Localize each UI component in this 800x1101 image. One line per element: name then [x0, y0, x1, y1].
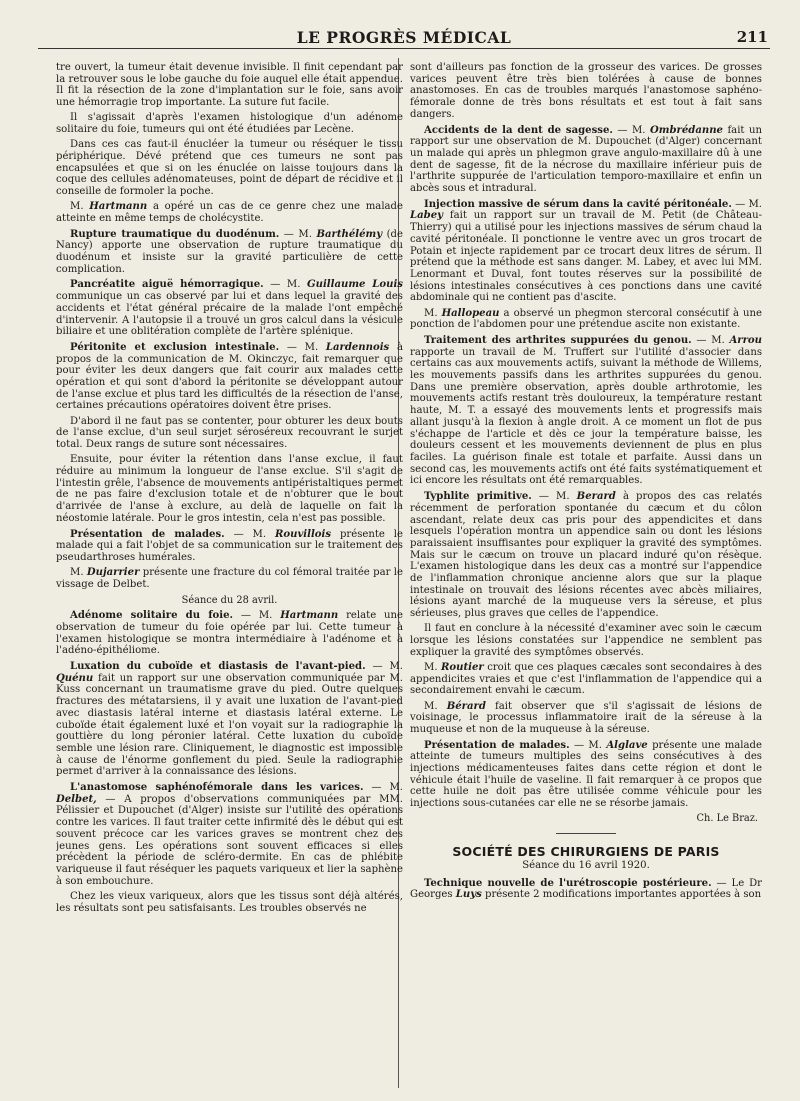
- author-name: Quénu: [56, 672, 94, 684]
- paragraph: M. Hallopeau a observé un phegmon stercoral consécutif à une ponction de l'abdomen pour une prétendue ascite non existante.: [410, 307, 762, 331]
- paragraph: Ensuite, pour éviter la rétention dans l'anse exclue, il faut réduire au minimum la longueur de l'anse exclue. S'il s'agit de l'intestin grêle, l'absence de mouvements antipéristaltiques permet de ne pas faire d'exclusion totale et de n'obturer que le bout d'arrivée de l'anse à exclure, au delà de laquelle on fait la néostomie latérale. Pour le gros intestin, cela n'est pas possible.: [56, 454, 403, 524]
- running-header: [38, 24, 770, 49]
- section-heading: Présentation de malades.: [424, 739, 570, 751]
- section-paragraph: Injection massive de sérum dans la cavité péritonéale. — M. Labey fait un rapport sur un travail de M. Petit (de Château-Thierry) qui a utilisé pour les injections massives de sérum chaud la cavité péritonéale. Il ponctionne le ventre avec un gros trocart de Potain et injecte rapidement par ce trocart deux litres de sérum. Il prétend que la méthode est sans danger. M. Labey, et avec lui MM. Lenormant et Duval, font toutes réserves sur la possibilité de lésions intestinales consécutives à ces ponctions dans une cavité abdominale qui ne contient pas d'ascite.: [410, 198, 762, 304]
- section-paragraph: Luxation du cuboïde et diastasis de l'avant-pied. — M. Quénu fait un rapport sur une observation communiquée par M. Kuss concernant un traumatisme grave du pied. Outre quelques fractures des métatarsiens, il y avait une luxation de l'avant-pied avec diastasis latéral interne et diastasis latéral externe. Le cuboïde était également luxé et l'on voyait sur la radiographie la gouttière du long péronier latéral. Cette luxation du cuboïde semble une lésion rare. Cliniquement, le diagnostic est impossible à cause de l'énorme gonflement du pied. Seule la radiographie permet d'arriver à la connaissance des lésions.: [56, 661, 403, 778]
- section-heading: Pancréatite aiguë hémorragique.: [70, 279, 264, 291]
- section-paragraph: Typhlite primitive. — M. Berard à propos des cas relatés récemment de perforation spontanée du cæcum et du côlon ascendant, relate deux cas pris pour des appendicites et dans lesquels l'opération montra un appendice sain ou dont les lésions paraissaient insuffisantes pour expliquer la gravité des symptômes. Mais sur le cæcum on trouve un placard induré qu'on résèque. L'examen histologique dans les deux cas a montré sur l'appendice de l'inflammation chronique ancienne alors que sur la plaque intestinale on trouvait des lésions récentes avec abcès miliaires, lésions ayant marché de la muqueuse vers la séreuse, et plus sérieuses, plus graves que celles de l'appendice.: [410, 491, 762, 620]
- paragraph: tre ouvert, la tumeur était devenue invisible. Il finit cependant par la retrouver sous le lobe gauche du foie auquel elle était appendue. Il fit la résection de la zone d'implantation sur le foie, sans avoir une hémorragie trop importante. La suture fut facile.: [56, 62, 403, 109]
- author-name: Dujarrier: [86, 567, 140, 579]
- author-name: Bérard: [446, 700, 486, 712]
- section-paragraph: L'anastomose saphénofémorale dans les varices. — M. Delbet, — A propos d'observations communiquées par MM. Pélissier et Dupouchet (d'Alger) insiste sur l'utilité des opérations contre les varices. Il faut traiter cette infirmité dès le début qui est souvent précoce car les varices graves se montrent chez des jeunes gens. Les opérations sont souvent efficaces si elles précèdent la période de scléro-dermite. En cas de phlébite variqueuse il faut réséquer les paquets variqueux et lier la saphène à son embouchure.: [56, 782, 403, 887]
- paragraph: Il s'agissait d'après l'examen histologique d'un adénome solitaire du foie, tumeurs qui ont été étudiées par Lecène.: [56, 112, 403, 136]
- section-heading: Traitement des arthrites suppurées du genou.: [424, 334, 692, 346]
- paragraph: D'abord il ne faut pas se contenter, pour obturer les deux bouts de l'anse exclue, d'un seul surjet séroséreux recouvrant le surjet total. Deux rangs de suture sont nécessaires.: [56, 415, 403, 451]
- page-number: 211: [736, 28, 768, 46]
- paragraph: M. Dujarrier présente une fracture du col fémoral traitée par le vissage de Delbet.: [56, 567, 403, 590]
- section-paragraph: Pancréatite aiguë hémorragique. — M. Guillaume Louis communique un cas observé par lui et dans lequel la gravité des accidents et l'état général précaire de la malade l'ont empêché d'intervenir. A l'autopsie il a trouvé un gros calcul dans la vésicule biliaire et une oblitération complète de l'artère splénique.: [56, 279, 403, 338]
- section-paragraph: Adénome solitaire du foie. — M. Hartmann relate une observation de tumeur du foie opérée par lui. Cette tumeur à l'examen histologique se montra intermédiaire à l'adénome et à l'adéno-épithéliome.: [56, 610, 403, 657]
- author-name: Lardennois: [325, 341, 390, 353]
- section-heading: Typhlite primitive.: [424, 491, 532, 503]
- section-heading: Péritonite et exclusion intestinale.: [70, 341, 280, 353]
- author-name: Luys: [455, 889, 482, 901]
- author-name: Barthélémy: [316, 228, 383, 240]
- author-name: Delbet,: [56, 793, 97, 805]
- author-name: Hartmann: [89, 201, 148, 213]
- author-name: Arrou: [729, 334, 762, 346]
- section-heading: Injection massive de sérum dans la cavité péritonéale.: [424, 198, 732, 210]
- paragraph: Chez les vieux variqueux, alors que les tissus sont déjà altérés, les résultats sont peu satisfaisants. Les troubles observés ne: [56, 890, 403, 914]
- section-paragraph: Présentation de malades. — M. Rouvillois présente le malade qui a fait l'objet de sa communication sur le traitement des pseudarthroses humérales.: [56, 528, 403, 563]
- author-signature: Ch. Le Braz.: [696, 813, 758, 825]
- section-paragraph: Péritonite et exclusion intestinale. — M. Lardennois à propos de la communication de M. Okinczyc, fait remarquer que pour éviter les deux dangers que fait courir aux malades cette opération et qui sont d'abord la péritonite se développant autour de l'anse exclue et plus tard les difficultés de la résection de l'anse, certaines précautions opératoires doivent être prises.: [56, 341, 403, 412]
- session-date: Séance du 16 avril 1920.: [522, 859, 650, 871]
- section-heading: L'anastomose saphénofémorale dans les varices.: [70, 782, 364, 794]
- section-paragraph: Traitement des arthrites suppurées du genou. — M. Arrou rapporte un travail de M. Truffert sur l'utilité d'associer dans certains cas aux mouvements actifs, suivant la méthode de Willems, les mouvements passifs dans les arthrites suppurées du genou. Dans une première observation, après double arthrotomie, les mouvements actifs restant très douloureux, la température restant haute, M. T. a essayé des mouvements lents et progressifs mais allant jusqu'à la flexion à angle droit. A ce moment un flot de pus s'échappe de l'article et dès ce jour la température baisse, les douleurs cessent et les mouvements deviennent de plus en plus faciles. La guérison finale est totale et parfaite. Aussi dans un second cas, les mouvements actifs ont été faits systématiquement et ici encore les résultats ont été remarquables.: [410, 334, 762, 487]
- section-heading: Adénome solitaire du foie.: [70, 610, 234, 622]
- section-paragraph: Rupture traumatique du duodénum. — M. Barthélémy (de Nancy) apporte une observation de rupture traumatique du duodénum et insiste sur la gravité particulière de cette complication.: [56, 228, 403, 275]
- section-heading: Technique nouvelle de l'urétroscopie postérieure.: [424, 877, 712, 889]
- section-heading: Accidents de la dent de sagesse.: [424, 124, 613, 136]
- section-heading: Présentation de malades.: [70, 528, 225, 540]
- session-date: Séance du 28 avril.: [181, 594, 278, 606]
- section-separator: [556, 833, 616, 834]
- section-paragraph: Accidents de la dent de sagesse. — M. Ombrédanne fait un rapport sur une observation de M. Dupouchet (d'Alger) concernant un malade qui après un phlegmon grave angulo-maxillaire dû à une dent de sagesse, fit de la nécrose du maxillaire inférieur puis de l'arthrite suppurée de l'articulation temporo-maxillaire et enfin un abcès sous et intradural.: [410, 124, 762, 195]
- author-name: Rouvillois: [274, 528, 332, 540]
- section-heading: Rupture traumatique du duodénum.: [70, 228, 280, 240]
- author-name: Ombrédanne: [649, 124, 723, 136]
- section-paragraph: Technique nouvelle de l'urétroscopie postérieure. — Le Dr Georges Luys présente 2 modifications importantes apportées à son: [410, 877, 762, 901]
- section-heading: Luxation du cuboïde et diastasis de l'avant-pied.: [70, 661, 366, 673]
- right-column: [410, 62, 762, 1092]
- author-name: Guillaume Louis: [307, 279, 403, 291]
- author-name: Berard: [576, 491, 616, 503]
- left-column: [56, 62, 403, 1092]
- author-name: Alglave: [606, 739, 648, 751]
- paragraph: M. Routier croit que ces plaques cæcales sont secondaires à des appendicites vraies et que c'est l'inflammation de l'appendice qui a secondairement envahi le cæcum.: [410, 661, 762, 697]
- paragraph: Il faut en conclure à la nécessité d'examiner avec soin le cæcum lorsque les lésions constatées sur l'appendice ne semblent pas expliquer la gravité des symptômes observés.: [410, 623, 762, 658]
- author-name: Labey: [410, 210, 443, 222]
- society-heading: SOCIÉTÉ DES CHIRURGIENS DE PARIS: [452, 844, 720, 860]
- paragraph: M. Hartmann a opéré un cas de ce genre chez une malade atteinte en même temps de cholécystite.: [56, 201, 403, 224]
- author-name: Routier: [441, 661, 484, 673]
- section-paragraph: Présentation de malades. — M. Alglave présente une malade atteinte de tumeurs multiples des seins consécutives à des injections médicamenteuses faites dans cette région et dont le véhicule était l'huile de vaseline. Il fait remarquer à ce propos que cette huile ne doit pas être utilisée comme véhicule pour les injections sous-cutanées car elle ne se résorbe jamais.: [410, 739, 762, 810]
- author-name: Hallopeau: [441, 307, 500, 319]
- paragraph: Dans ces cas faut-il énucléer la tumeur ou réséquer le tissu périphérique. Dévé prétend que ces tumeurs ne sont pas encapsulées et que si on les énuclée on laisse toujours dans la coque des cellules adénomateuses, point de départ de récidive et il conseille de formoler la poche.: [56, 139, 403, 198]
- journal-title: LE PROGRÈS MÉDICAL: [296, 28, 512, 47]
- author-name: Hartmann: [280, 610, 339, 622]
- paragraph: sont d'ailleurs pas fonction de la grosseur des varices. De grosses varices peuvent être très bien tolérées à cause de bonnes anastomoses. En cas de troubles marqués l'anastomose saphéno-fémorale donne de très bons résultats et est tout à fait sans dangers.: [410, 62, 762, 120]
- paragraph: M. Bérard fait observer que s'il s'agissait de lésions de voisinage, le processus inflammatoire irait de la séreuse à la muqueuse et non de la muqueuse à la séreuse.: [410, 700, 762, 735]
